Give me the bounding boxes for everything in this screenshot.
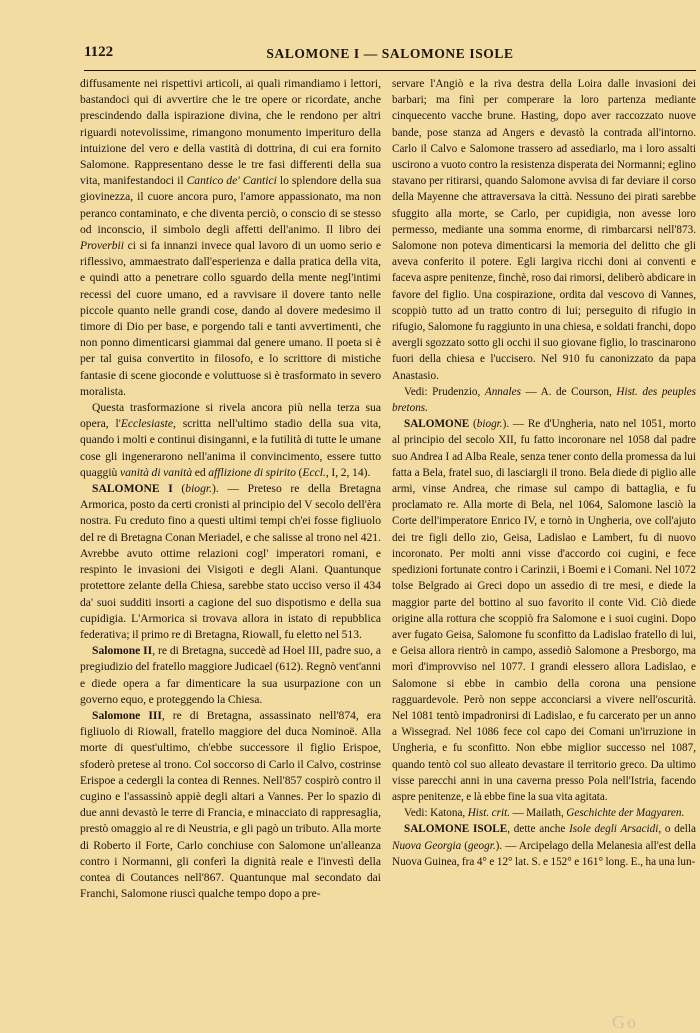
paragraph: [392, 416, 696, 805]
entry-term: SALOMONE: [404, 418, 470, 431]
text-run: , I, 2, 14).: [325, 465, 371, 479]
italic-text: Nuova Georgia: [392, 839, 462, 852]
paragraph: [80, 481, 381, 643]
entry-term: Salomone II: [92, 644, 153, 658]
text-run: ed: [192, 465, 209, 479]
text-run: ). — Re d'Ungheria, nato nel 1051, morto al principio del secolo XII, fu fatto incoronare nel 1058 dal padre suo Andrea I ad Alba Reale, senza tener conto della promessa da lui fatta a Bela, fratel suo, di lasciargli il trono. Bela diede di piglio alle armi, vinse Andrea, che rimase sul campo di battaglia, e fu proclamato re. Alla morte di Bela, nel 1064, Salomone lasciò la Corte dell'imperatore Enrico IV, e tornò in Ungheria, ove coll'ajuto dei tre figli dello zio, Geisa, Ladislao e Lambert, fu di nuovo incoronato. Per molti anni visse d'accordo coi cugini, e fece spedizioni fortunate contro i Carinzii, i Boemi e i Comani. Nel 1072 tolse Belgrado ai Greci dopo un assedio di tre mesi, e diede la maggior parte del bottino al suo favorito il conte Vid. Ciò diede origine alla rottura che scoppiò fra Salomone e i suoi cugini. Dopo aver fugato Geisa, Salomone fu sconfitto da Ladislao fratello di lui, e Geisa allora rientrò in campo, assediò Salomone a Presborgo, ma morì d'improvviso nel 1077. I grandi elessero allora Ladislao, e Salomone si ebbe in cambio della corona una pensione ragguardevole. Però non seppe acconciarsi a vivere nell'oscurità. Nel 1081 tentò impadronirsi di Ladislao, e fu carcerato per un anno a Wissegrad. Nel 1086 fece col capo dei Comani un'irruzione in Ungheria, e fu sconfitto. Non ebbe miglior successo nel 1087, quando tentò col suo alleato devastare il territorio greco. Da ultimo visse parecchi anni in una caverna presso Pola nell'Istria, facendo aspre penitenze, e là ebbe fine la sua vita agitata.: [392, 418, 696, 803]
text-run: — A. de Courson,: [520, 385, 617, 398]
text-run: ci si fa innanzi invece qual lavoro di un uomo serio e riflessivo, ammaestrato dall'esperienza e dalla pratica della vita, e quindi atto a penetrare collo sguardo della mente negl'intimi recessi del cuore umano, ed a ravvisare il dovere tanto nelle piccole quanto nelle grandi cose, dando al dovere medesimo il timore di Dio per base, e porgendo tali e tanti avvertimenti, che non ponno dimenticarsi giammai dal genere umano. Il poeta si è per tal guisa convertito in filosofo, e lo scrittore di mistiche fantasie di scene gioconde e voluttuose si è trasformato in severo moralista.: [80, 239, 381, 398]
italic-text: Annales: [484, 385, 521, 398]
italic-text: afflizione di spirito: [208, 465, 296, 479]
text-run: ). — Preteso re della Bretagna Armorica, posto da certi cronisti al principio del V secolo dell'èra nostra. Fu creduto fino a questi ultimi tempi ch'ei fosse figliuolo del re di Bretagna Conan Meriadel, e che salisse al trono nel 421. Avrebbe avuto ottime relazioni cogl' imperatori romani, e respinto le invasioni dei Visigoti e degli Alani. Quantunque protettore zelante della Chiesa, sarebbe stato ucciso verso il 434 da' suoi sudditi insorti a cagione del suo dispotismo e della sua cupidigia. L'Armorica si trovava allora in istato di repubblica federativa; il primo re di Bretagna, Riowall, fu eletto nel 513.: [80, 482, 381, 641]
italic-text: geogr.: [467, 839, 496, 852]
paragraph: [80, 708, 381, 902]
text-run: (: [295, 465, 303, 479]
page-number: 1122: [84, 44, 114, 60]
italic-text: vanità di vanità: [119, 465, 193, 479]
continued-paragraph: [80, 76, 381, 400]
italic-text: Eccl.: [302, 465, 326, 479]
italic-text: Hist. des peuples bretons.: [392, 385, 696, 415]
text-run: , re di Bretagna, assassinato nell'874, era figliuolo di Riowall, fratello maggiore del duca Nominoë. Alla morte di quest'ultimo, ch'ebbe successore il figlio Erispoe, sfoderò pretese al trono. Col soccorso di Carlo il Calvo, costrinse Erispoe a cedergli la contea di Rennes. Nell'857 cospirò contro il cugino e l'assassinò appiè degli altari a Vannes. Per lo spazio di due anni devastò le terre di Francia, e minacciato di rappresaglia, prestò omaggio al re di Neustria, e gli pagò un tributo. Alla morte di Roberto il Forte, Carlo conchiuse con Salomone un'alleanza contro i Normanni, gli conferì la dignità reale e l'investì della contea di Coutances nell'867. Quantunque mal secondato dai Franchi, Salomone riuscì qualche tempo dopo a pre-: [80, 708, 381, 901]
right-column: [392, 76, 696, 870]
text-run: — Mailath,: [510, 807, 567, 820]
italic-text: Cantico de' Cantici: [186, 174, 277, 188]
italic-text: biogr.: [476, 418, 503, 431]
italic-text: biogr.: [185, 482, 213, 496]
text-run: (: [172, 482, 186, 496]
paragraph: [80, 643, 381, 708]
text-run: Vedi: Katona,: [404, 807, 468, 820]
text-run: , re di Bretagna, succedè ad Hoel III, padre suo, a pregiudizio del fratello maggiore Judicael (612). Regnò vent'anni e diede opera a far dimenticare la sua usurpazione con un governo equo, e proteggendo la Chiesa.: [80, 644, 382, 706]
italic-text: Isole degli Arsacidi: [569, 823, 659, 836]
entry-term: SALOMONE ISOLE: [404, 823, 508, 836]
paragraph: [392, 821, 696, 870]
text-run: lo splendore della sua giovinezza, il cuore ancora puro, l'amore appassionato, ma non peranco contaminato, e che diventa perciò, o conscio di se stesso od inconscio, il simbolo degli affetti dell'animo. Il libro dei: [80, 174, 381, 236]
italic-text: Ecclesiaste: [120, 417, 173, 431]
text-run: ). — Arcipelago della Melanesia all'est della Nuova Guinea, fra 4° e 12° lat. S. e 152° e 161° long. E., ha una lun-: [392, 839, 696, 868]
paragraph: [80, 400, 381, 481]
continued-paragraph: [392, 76, 696, 384]
text-run: , scritta nell'ultimo stadio della sua vita, quando i molti e continui disinganni, e la futilità di tutte le umane cose gli ingenerarono nell'anima il convincimento, essere tutto quaggiù: [80, 417, 381, 479]
text-run: , dette anche: [507, 823, 570, 836]
text-run: , o della: [658, 823, 696, 836]
page-header: [84, 44, 696, 68]
entry-term: SALOMONE I: [92, 482, 173, 496]
text-run: Vedi: Prudenzio,: [404, 385, 485, 398]
entry-term: Salomone III: [92, 708, 162, 722]
paragraph: [392, 805, 696, 821]
italic-text: Geschichte der Magyaren.: [566, 807, 685, 820]
text-run: (: [469, 418, 477, 431]
italic-text: Proverbii: [80, 239, 125, 253]
running-title: SALOMONE I — SALOMONE ISOLE: [266, 46, 514, 61]
text-run: servare l'Angiò e la riva destra della Loira dalle invasioni dei barbari; ma finì per comperare la loro partenza mediante cinquecento vacche brune. Hasting, dopo aver raccozzato nuove bande, pose stanza ad Angers e devastò la contrada all'intorno. Carlo il Calvo e Salomone trassero ad assediarlo, ma i loro assalti uscirono a vuoto contro la resistenza disperata dei Normanni; eglino stavano per ritirarsi, quando Salomone avvisa di far deviare il corso della Mayenne che attraversava la città. Nessuno dei pirati sarebbe sfuggito alla morte, se Carlo, per cupidigia, non avesse loro permesso, mediante una somma enorme, di rimbarcarsi nell'873. Salomone non poteva dimenticarsi la memoria del delitto che gli aveva conferito il potere. Egli largiva ricchi doni ai conventi e faceva aspre penitenze, finchè, roso dai rimorsi, deliberò abdicare in favore del figlio. Una cospirazione, ordita dal vescovo di Vannes, scoppiò tutto ad un tratto contro di lui; perseguito di rifugio in rifugio, Salomone fu raggiunto in una chiesa, e soldati franchi, dopo avergli sgozzato sotto gli occhi il suo giovane figlio, lo trascinarono fuori della chiesa e l'uccisero. Nel 910 fu canonizzato da papa Anastasio.: [392, 78, 696, 382]
watermark: Go: [612, 1012, 638, 1032]
left-column: [80, 76, 381, 902]
text-run: Questa trasformazione si rivela ancora più nella terza sua opera, l': [80, 401, 381, 431]
italic-text: Hist. crit.: [467, 807, 510, 820]
text-run: diffusamente nei rispettivi articoli, ai quali rimandiamo i lettori, bastandoci qui di avvertire che le tre opere or ricordate, anche prescindendo dalla ispirazione divina, che le rendono per altri riguardi notevolissime, rimangono monumento imperituro della intuizione del vero e della vastità di dottrina, di cui era fornito Salomone. Rappresentano desse le tre fasi differenti della sua vita, manifestandoci il: [80, 77, 381, 188]
header-rule: [84, 70, 696, 71]
text-run: (: [461, 839, 468, 852]
paragraph: [392, 384, 696, 416]
